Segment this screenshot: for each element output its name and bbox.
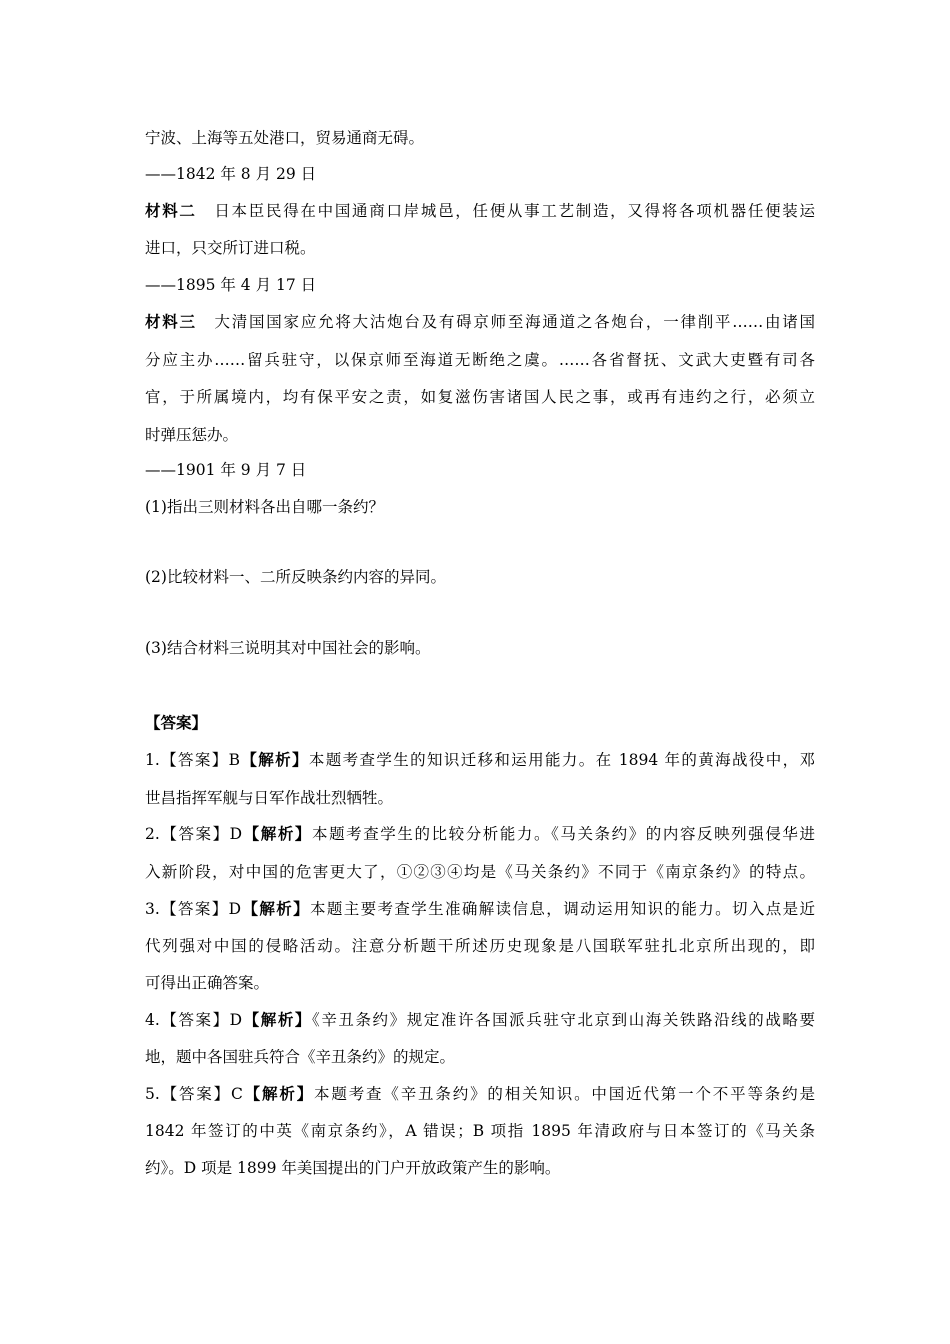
answer-3-line1 — [145, 899, 815, 919]
answer-3-line2: 代列强对中国的侵略活动。注意分析题干所述历史现象是八国联军驻扎北京所出现的，即 — [145, 937, 815, 955]
answer-4-line1 — [145, 1010, 815, 1030]
answer-1-line1 — [145, 750, 815, 770]
answer-2-line1 — [145, 824, 815, 844]
answer-2-line2: 入新阶段，对中国的危害更大了，①②③④均是《马关条约》不同于《南京条约》的特点。 — [145, 863, 815, 881]
answer-4-line2: 地，题中各国驻兵符合《辛丑条约》的规定。 — [145, 1048, 456, 1066]
answer-2-prefix: 2.【答案】D — [145, 825, 243, 843]
answer-3-tag: 【解析】 — [241, 899, 311, 918]
answer-4-prefix: 4.【答案】D — [145, 1011, 243, 1029]
material1-tail: 宁波、上海等五处港口，贸易通商无碍。 — [145, 129, 425, 147]
answers-heading: 【答案】 — [145, 713, 208, 732]
answer-2-tag: 【解析】 — [242, 824, 312, 843]
answer-1-line2: 世昌指挥军舰与日军作战壮烈牺牲。 — [145, 789, 394, 807]
material2-label: 材料二 — [145, 201, 197, 220]
question-2: (2)比较材料一、二所反映条约内容的异同。 — [145, 568, 446, 586]
answer-5-prefix: 5.【答案】C — [145, 1085, 243, 1103]
answer-1-prefix: 1.【答案】B — [145, 751, 241, 769]
material3-line2: 分应主办……留兵驻守，以保京师至海道无断绝之虞。……各省督抚、文武大吏暨有司各 — [145, 351, 815, 369]
answer-4-text1: 《辛丑条约》规定准许各国派兵驻守北京到山海关铁路沿线的战略要 — [312, 1011, 815, 1029]
material2-line2: 进口，只交所订进口税。 — [145, 239, 316, 257]
material3-line3: 官，于所属境内，均有保平安之责，如复滋伤害诸国人民之事，或再有违约之行，必须立 — [145, 388, 815, 406]
material2-date: ——1895 年 4 月 17 日 — [145, 276, 317, 294]
answer-5-tag: 【解析】 — [242, 1084, 315, 1103]
answer-5-text1: 本题考查《辛丑条约》的相关知识。中国近代第一个不平等条约是 — [314, 1085, 815, 1103]
answer-1-tag: 【解析】 — [240, 750, 309, 769]
material1-date: ——1842 年 8 月 29 日 — [145, 165, 317, 183]
answer-5-line2: 1842 年签订的中英《南京条约》，A 错误；B 项指 1895 年清政府与日本签订的《马关条 — [145, 1122, 815, 1140]
answer-2-text1: 本题考查学生的比较分析能力。《马关条约》的内容反映列强侵华进 — [312, 825, 815, 843]
answer-3-text1: 本题主要考查学生准确解读信息，调动运用知识的能力。切入点是近 — [310, 900, 815, 918]
material3-date: ——1901 年 9 月 7 日 — [145, 461, 307, 479]
question-1: (1)指出三则材料各出自哪一条约？ — [145, 498, 384, 516]
material3-text1: 大清国国家应允将大沽炮台及有碍京师至海通道之各炮台，一律削平……由诸国 — [212, 313, 815, 331]
material2-text1: 日本臣民得在中国通商口岸城邑，任便从事工艺制造，又得将各项机器任便装运 — [212, 202, 815, 220]
answer-4-tag: 【解析】 — [242, 1010, 312, 1029]
material2-line1 — [145, 201, 815, 221]
answer-5-line1 — [145, 1084, 815, 1104]
answer-5-line3: 约》。D 项是 1899 年美国提出的门户开放政策产生的影响。 — [145, 1159, 561, 1177]
material3-line4: 时弹压惩办。 — [145, 426, 239, 444]
material3-line1 — [145, 312, 815, 332]
answer-3-line3: 可得出正确答案。 — [145, 974, 270, 992]
answer-3-prefix: 3.【答案】D — [145, 900, 242, 918]
material3-label: 材料三 — [145, 312, 197, 331]
question-3: (3)结合材料三说明其对中国社会的影响。 — [145, 639, 431, 657]
answer-1-text1: 本题考查学生的知识迁移和运用能力。在 1894 年的黄海战役中，邓 — [308, 751, 815, 769]
